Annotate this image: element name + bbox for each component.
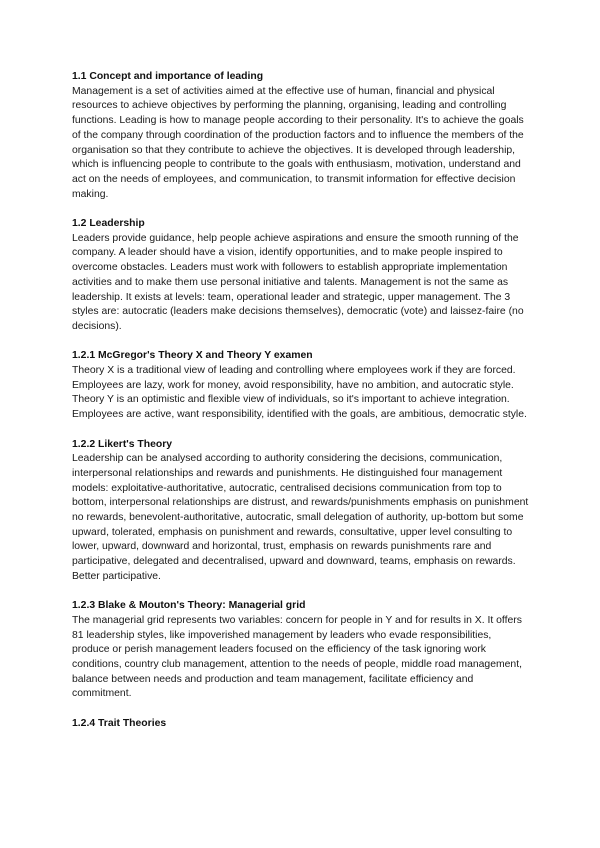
section-heading: 1.1 Concept and importance of leading: [72, 71, 264, 82]
section-managerial-grid: [72, 599, 530, 702]
section-heading: 1.2.3 Blake & Mouton's Theory: Managerial grid: [72, 600, 306, 612]
section-concept-of-leading: [72, 70, 530, 202]
section-heading: 1.2.4 Trait Theories: [72, 717, 167, 729]
section-heading: 1.2.2 Likert's Theory: [72, 438, 173, 450]
section-body: Leadership can be analysed according to authority considering the decisions, communication, interpersonal relationships and rewards and punishments. He distinguished four management models: exploitative-authoritative, autocratic, centralised decisions communication from top to bottom, interpersonal relationships are distrust, and rewards/punishments emphasis on punishment no rewards, benevolent-authoritative, autocratic, small delegation of authority, up-bottom but some upward, tolerated, emphasis on punishment and rewards, consultative, upper level consulting to lower, upward, downward and horizontal, trust, emphasis on rewards punishments rare and participative, delegated and decentralised, upward and downward, teams, emphasis on rewards. Better participative.: [72, 453, 529, 582]
section-body: Leaders provide guidance, help people achieve aspirations and ensure the smooth running of the company. A leader should have a vision, identify opportunities, and to make people inspired to overcome obstacles. Leaders must work with followers to establish appropriate implementation activities and to make them use personal initiative and talents. Management is not the same as leadership. It exists at levels: team, operational leader and strategic, upper management. The 3 styles are: autocratic (leaders make decisions themselves), democratic (vote) and laissez-faire (no decisions).: [72, 232, 524, 332]
section-likert-theory: [72, 438, 530, 585]
section-body: Management is a set of activities aimed at the effective use of human, financial and physical resources to achieve objectives by performing the planning, organising, leading and controlling functions. Leading is how to manage people according to their personality. It's to achieve the goals of the company through coordination of the production factors and to influence the members of the organisation so that they contribute to achieve the objectives. It is developed through leadership, which is influencing people to contribute to the goals with enthusiasm, motivation, understand and act on the needs of employees, and communication, to transmit information for effective decision making.: [72, 85, 524, 200]
section-body: Theory X is a traditional view of leading and controlling where employees work if they are forced. Employees are lazy, work for money, avoid responsibility, have no ambition, and autocratic style. Theory Y is an optimistic and flexible view of individuals, so it's important to achieve integration. Employees are active, want responsibility, identified with the goals, are ambitious, democratic style.: [72, 365, 527, 421]
section-body: The managerial grid represents two variables: concern for people in Y and for results in X. It offers 81 leadership styles, like impoverished management by leaders who evade responsibilities, produce or perish management leaders focused on the efficiency of the task ignoring work conditions, country club management, attention to the needs of people, middle road management, balance between needs and production and team management, facilitate efficiency and commitment.: [72, 614, 522, 700]
section-mcgregor-theory: [72, 349, 530, 423]
section-heading: 1.2.1 McGregor's Theory X and Theory Y examen: [72, 350, 313, 362]
section-leadership: [72, 217, 530, 335]
section-heading: 1.2 Leadership: [72, 218, 145, 230]
section-trait-theories: [72, 717, 530, 732]
document-page: [72, 70, 530, 746]
